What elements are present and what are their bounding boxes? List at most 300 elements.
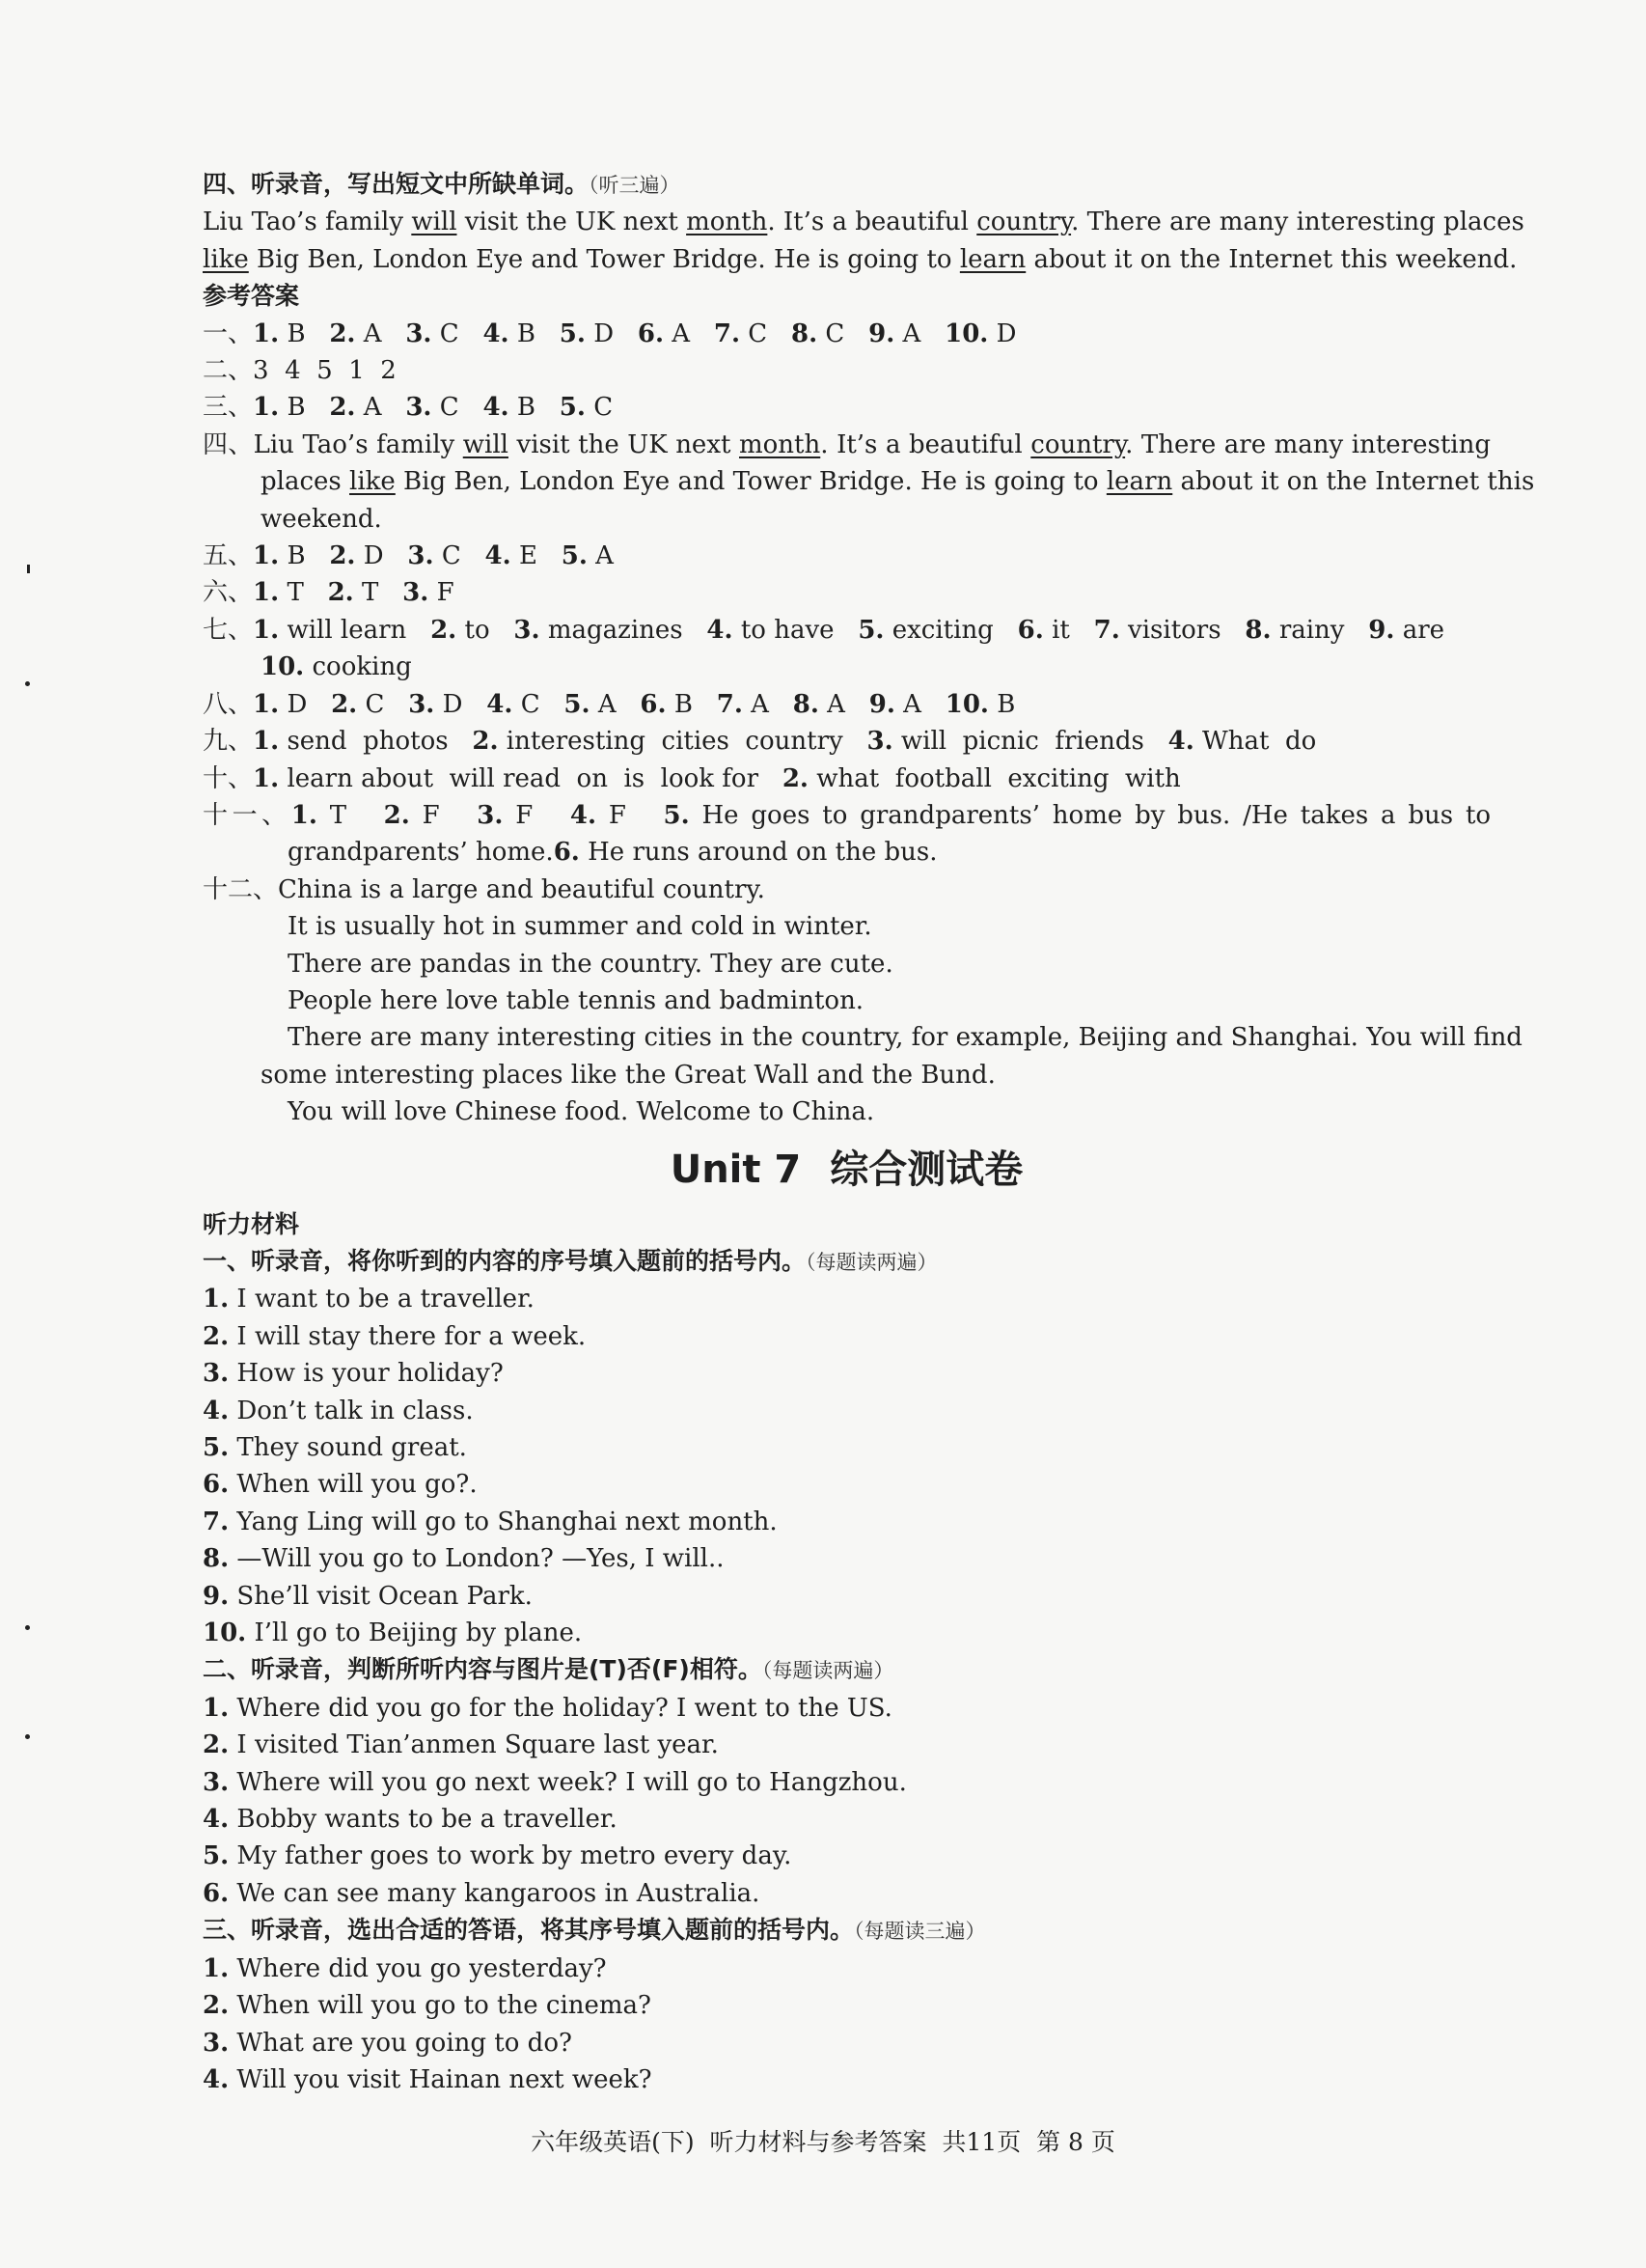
item-answer: A <box>597 689 617 719</box>
answer-continuation <box>203 501 1491 538</box>
item-answer: He goes to grandparents’ home by bus. /He takes a bus to <box>701 800 1492 830</box>
answer-items <box>253 764 1181 793</box>
item-number: 3. <box>866 727 893 757</box>
question-text: Don’t talk in class. <box>236 1396 474 1425</box>
answer-items <box>253 690 1015 719</box>
answer-row <box>203 871 1491 908</box>
answer-item <box>793 690 869 719</box>
item-answer: exciting <box>892 615 994 645</box>
item-number: 7. <box>1093 615 1120 645</box>
item-number: 3. <box>407 541 434 571</box>
heading-text: 三、听录音，选出合适的答语，将其序号填入题前的括号内。 <box>203 1916 855 1945</box>
item-number: 7. <box>716 689 743 719</box>
question-text: Bobby wants to be a traveller. <box>236 1805 617 1835</box>
answer-item <box>329 541 407 570</box>
answer-item <box>554 838 938 867</box>
answer-item <box>331 690 408 719</box>
answer-row <box>203 316 1491 352</box>
item-answer: B <box>673 689 693 719</box>
item-number: 1. <box>253 393 280 423</box>
item-number: 3. <box>513 615 540 645</box>
answer-label: 七、 <box>203 615 254 645</box>
answer-continuation <box>203 834 1491 871</box>
item-number: 2. <box>329 393 356 423</box>
answer-item <box>407 541 484 570</box>
answer-item <box>706 616 858 645</box>
text: visit the UK next <box>508 429 739 459</box>
answer-item <box>485 541 562 570</box>
item-number: 4. <box>486 689 513 719</box>
item-number: 4. <box>484 541 511 571</box>
heading-text: 四、听录音，写出短文中所缺单词。 <box>203 170 590 198</box>
section-heading <box>203 166 1491 204</box>
answer-item <box>791 319 868 348</box>
heading-note: （每题读两遍） <box>806 1250 938 1274</box>
item-answer: A <box>672 318 691 348</box>
item-number: 5. <box>559 393 586 423</box>
answer-item <box>1245 616 1368 645</box>
answer-item <box>253 764 782 793</box>
answer-row <box>203 612 1491 649</box>
question-text: My father goes to work by metro every day. <box>236 1841 792 1871</box>
question-number: 1. <box>203 1693 230 1723</box>
text: visit the UK next <box>456 207 687 237</box>
answer-label: 十二、 <box>203 874 279 904</box>
margin-mark <box>25 1734 30 1739</box>
item-answer: will learn <box>287 615 407 645</box>
question-item <box>203 1875 1491 1912</box>
text: . It’s a beautiful <box>767 207 977 237</box>
item-answer: B <box>997 689 1016 719</box>
section-heading <box>203 1912 1491 1950</box>
item-answer: What do <box>1202 727 1317 757</box>
essay-line <box>203 1093 1491 1130</box>
answer-label: 十、 <box>203 763 254 793</box>
text: You will love Chinese food. Welcome to China. <box>288 1097 875 1127</box>
item-answer: will picnic friends <box>900 727 1144 757</box>
item-answer: C <box>439 393 459 423</box>
item-number: 2. <box>472 727 499 757</box>
question-text: When will you go to the cinema? <box>236 1991 651 2021</box>
answer-item <box>477 801 570 830</box>
item-number: 10. <box>945 689 989 719</box>
question-number: 8. <box>203 1544 230 1574</box>
question-number: 6. <box>203 1878 230 1908</box>
question-item <box>203 2061 1491 2098</box>
question-item <box>203 1504 1491 1540</box>
question-text: What are you going to do? <box>236 2028 572 2058</box>
answer-item <box>482 393 559 422</box>
item-answer: A <box>903 689 921 719</box>
item-answer: D <box>287 689 308 719</box>
item-number: 2. <box>782 763 809 793</box>
answer-items <box>253 616 1444 645</box>
item-answer: B <box>516 318 535 348</box>
text: about it on the Internet this <box>1172 467 1535 497</box>
item-answer: magazines <box>547 615 683 645</box>
answer-item <box>1168 727 1317 756</box>
answer-item <box>402 578 453 607</box>
answer-item <box>253 727 472 756</box>
answer-row <box>203 389 1491 426</box>
item-answer: F <box>608 800 626 830</box>
question-item <box>203 1578 1491 1615</box>
section-heading <box>203 1243 1491 1281</box>
answer-item <box>1094 616 1246 645</box>
answer-item <box>640 690 716 719</box>
answer-item <box>869 690 946 719</box>
answer-label: 六、 <box>203 578 254 608</box>
item-number: 4. <box>482 318 509 348</box>
item-answer: F <box>436 578 454 608</box>
answer-continuation <box>203 649 1491 685</box>
item-answer: C <box>365 689 385 719</box>
unit-title-en: Unit 7 <box>670 1147 802 1192</box>
margin-mark <box>27 565 30 573</box>
item-answer: it <box>1052 615 1070 645</box>
item-answer: C <box>520 689 540 719</box>
item-number: 2. <box>329 541 356 571</box>
item-answer: E <box>518 541 537 571</box>
answer-item <box>1018 616 1094 645</box>
answer-item <box>714 319 791 348</box>
item-number: 4. <box>1167 727 1194 757</box>
answer-item <box>858 616 1017 645</box>
question-number: 2. <box>203 1991 230 2021</box>
passage-line <box>203 204 1524 240</box>
item-answer: A <box>751 689 769 719</box>
question-number: 4. <box>203 2064 230 2094</box>
heading-note: （听三遍） <box>589 174 680 197</box>
question-text: How is your holiday? <box>236 1359 504 1389</box>
item-answer: C <box>593 393 614 423</box>
item-answer: A <box>363 393 382 423</box>
item-number: 6. <box>637 318 665 348</box>
answer-item <box>408 690 486 719</box>
answer-items <box>253 578 454 607</box>
question-item <box>203 2025 1491 2061</box>
item-answer: B <box>287 393 306 423</box>
item-answer: rainy <box>1278 615 1345 645</box>
item-answer: A <box>363 318 382 348</box>
question-item <box>203 1764 1491 1801</box>
question-number: 5. <box>203 1433 230 1462</box>
blank-word: learn <box>959 244 1027 274</box>
question-number: 2. <box>203 1730 230 1760</box>
question-number: 9. <box>203 1581 230 1611</box>
question-item <box>203 1727 1491 1763</box>
document-page <box>203 166 1535 2098</box>
question-number: 7. <box>203 1507 230 1536</box>
blank-word: month <box>686 207 768 237</box>
answer-item <box>291 801 384 830</box>
item-answer: are <box>1402 615 1445 645</box>
item-number: 5. <box>663 800 690 830</box>
item-number: 5. <box>563 689 590 719</box>
item-answer: He runs around on the bus. <box>588 838 938 868</box>
item-number: 2. <box>327 578 354 608</box>
text: . It’s a beautiful <box>820 429 1031 459</box>
item-number: 9. <box>868 318 895 348</box>
question-item <box>203 1950 1491 1987</box>
question-text: I’ll go to Beijing by plane. <box>254 1618 583 1648</box>
text: some interesting places like the Great Wall and the Bund. <box>261 1060 996 1090</box>
text: Big Ben, London Eye and Tower Bridge. He is going to <box>395 467 1107 497</box>
answer-item <box>570 801 664 830</box>
question-text: Where did you go yesterday? <box>236 1953 607 1983</box>
item-answer: interesting cities country <box>506 727 843 757</box>
item-answer: D <box>996 318 1017 348</box>
text: China is a large and beautiful country. <box>278 874 765 904</box>
answer-item <box>560 393 613 422</box>
answer-item <box>560 319 638 348</box>
item-number: 6. <box>1017 615 1044 645</box>
item-number: 5. <box>858 615 885 645</box>
passage-line <box>203 241 1518 278</box>
essay-line <box>203 946 1491 982</box>
item-answer: C <box>748 318 768 348</box>
answer-row <box>203 538 1491 574</box>
heading-note: （每题读三遍） <box>854 1920 986 1944</box>
answer-items <box>253 393 613 422</box>
section-heading <box>203 1651 1491 1689</box>
item-answer: T <box>362 578 379 608</box>
question-item <box>203 1318 1491 1355</box>
heading-note: （每题读两遍） <box>761 1659 894 1683</box>
answer-items <box>253 319 1016 348</box>
item-number: 1. <box>290 800 317 830</box>
answer-text: 3 4 5 1 2 <box>253 356 397 386</box>
item-answer: C <box>441 541 461 571</box>
item-answer: A <box>902 318 921 348</box>
text: . There are many interesting places <box>1071 207 1524 237</box>
item-answer: T <box>287 578 304 608</box>
item-answer: cooking <box>312 652 412 682</box>
answer-item <box>717 690 793 719</box>
question-list <box>203 1281 1491 1651</box>
question-number: 3. <box>203 1767 230 1797</box>
item-number: 4. <box>482 393 509 423</box>
materials-heading: 听力材料 <box>203 1209 300 1238</box>
question-item <box>203 1540 1491 1577</box>
answer-item <box>253 319 329 348</box>
answer-row <box>203 761 1491 797</box>
answer-items <box>253 727 1316 756</box>
question-number: 6. <box>203 1470 230 1500</box>
answer-item <box>1368 616 1444 645</box>
answer-item <box>562 541 614 570</box>
answer-row <box>203 427 1491 463</box>
question-item <box>203 1690 1491 1727</box>
question-text: They sound great. <box>236 1433 467 1462</box>
answer-item <box>253 616 430 645</box>
margin-mark <box>25 681 30 686</box>
item-answer: B <box>287 541 306 571</box>
item-number: 5. <box>561 541 588 571</box>
answer-item <box>253 393 329 422</box>
item-number: 3. <box>477 800 504 830</box>
question-number: 1. <box>203 1285 230 1314</box>
question-item <box>203 1801 1491 1838</box>
item-number: 10. <box>945 318 989 348</box>
item-number: 1. <box>253 318 280 348</box>
question-number: 2. <box>203 1321 230 1351</box>
answer-item <box>405 319 482 348</box>
question-list <box>203 1950 1491 2099</box>
answer-item <box>261 652 412 681</box>
answer-continuation <box>203 463 1535 500</box>
answer-row <box>203 686 1491 723</box>
item-number: 8. <box>791 318 818 348</box>
text: Liu Tao’s family <box>253 429 463 459</box>
item-answer: A <box>827 689 845 719</box>
item-number: 9. <box>868 689 895 719</box>
item-number: 3. <box>408 689 435 719</box>
question-number: 10. <box>203 1618 247 1648</box>
text: It is usually hot in summer and cold in winter. <box>288 912 872 942</box>
answer-item <box>253 578 328 607</box>
question-number: 3. <box>203 2028 230 2058</box>
question-text: I want to be a traveller. <box>236 1285 535 1314</box>
question-item <box>203 1429 1491 1466</box>
answer-item <box>328 578 403 607</box>
text: People here love table tennis and badminton. <box>288 985 864 1015</box>
question-text: I will stay there for a week. <box>236 1321 587 1351</box>
answer-item <box>405 393 482 422</box>
answer-items <box>261 652 412 681</box>
blank-word: learn <box>1106 467 1173 497</box>
text: . There are many interesting <box>1125 429 1491 459</box>
item-number: 1. <box>253 763 280 793</box>
item-answer: C <box>439 318 459 348</box>
item-number: 1. <box>253 727 280 757</box>
blank-word: will <box>462 429 508 459</box>
essay-line <box>203 1019 1523 1056</box>
question-text: Where did you go for the holiday? I went to the US. <box>236 1693 892 1723</box>
question-text: Where will you go next week? I will go to Hangzhou. <box>236 1767 907 1797</box>
item-number: 3. <box>405 393 432 423</box>
blank-word: like <box>349 467 396 497</box>
answer-item <box>253 541 329 570</box>
answer-label: 三、 <box>203 393 254 423</box>
question-text: When will you go?. <box>236 1470 478 1500</box>
item-answer: B <box>287 318 306 348</box>
item-number: 1. <box>253 578 280 608</box>
question-number: 4. <box>203 1805 230 1835</box>
item-number: 5. <box>559 318 586 348</box>
answer-item <box>638 319 714 348</box>
text: about it on the Internet this weekend. <box>1026 244 1518 274</box>
essay-line <box>203 908 1491 945</box>
answer-row <box>203 352 1491 389</box>
margin-mark <box>25 1625 30 1630</box>
text: Liu Tao’s family <box>203 207 412 237</box>
answer-label: 四、 <box>203 429 254 459</box>
question-item <box>203 1393 1491 1429</box>
item-number: 8. <box>1245 615 1272 645</box>
answer-item <box>945 319 1016 348</box>
page-footer: 六年级英语(下) 听力材料与参考答案 共11页 第 8 页 <box>531 2128 1115 2156</box>
text: There are many interesting cities in the country, for example, Beijing and Shanghai. You will find <box>288 1023 1523 1053</box>
item-number: 4. <box>569 800 597 830</box>
question-number: 5. <box>203 1841 230 1871</box>
question-number: 4. <box>203 1396 230 1425</box>
answer-item <box>867 727 1168 756</box>
answer-item <box>430 616 513 645</box>
text: weekend. <box>261 504 382 534</box>
item-answer: to have <box>740 615 835 645</box>
answer-row <box>203 574 1491 611</box>
question-item <box>203 1838 1491 1874</box>
answer-items <box>554 838 938 867</box>
question-item <box>203 1987 1491 2024</box>
answer-item <box>253 690 331 719</box>
question-text: We can see many kangaroos in Australia. <box>236 1878 760 1908</box>
question-text: —Will you go to London? —Yes, I will.. <box>236 1544 725 1574</box>
answer-row <box>203 723 1491 760</box>
blank-word: like <box>203 244 249 274</box>
answer-item <box>472 727 866 756</box>
answers-heading: 参考答案 <box>203 282 300 311</box>
item-number: 6. <box>553 838 580 868</box>
item-answer: learn about will read on is look for <box>287 763 759 793</box>
answer-label: 二、 <box>203 356 254 386</box>
answer-label: 五、 <box>203 541 254 571</box>
answer-row <box>203 797 1491 834</box>
blank-word: country <box>1030 429 1126 459</box>
item-number: 2. <box>329 318 356 348</box>
item-number: 6. <box>640 689 667 719</box>
item-number: 2. <box>331 689 358 719</box>
text: grandparents’ home. <box>288 838 554 868</box>
item-answer: C <box>825 318 845 348</box>
answer-items <box>253 541 614 570</box>
text: There are pandas in the country. They are cute. <box>288 949 893 979</box>
item-answer: what football exciting with <box>816 763 1181 793</box>
question-text: She’ll visit Ocean Park. <box>236 1581 533 1611</box>
item-number: 1. <box>253 689 280 719</box>
answer-item <box>513 616 706 645</box>
question-number: 3. <box>203 1359 230 1389</box>
item-number: 10. <box>261 652 305 682</box>
question-item <box>203 1355 1491 1392</box>
item-number: 8. <box>792 689 819 719</box>
question-number: 1. <box>203 1953 230 1983</box>
item-number: 1. <box>253 541 280 571</box>
item-answer: D <box>363 541 384 571</box>
blank-word: country <box>976 207 1072 237</box>
question-text: Will you visit Hainan next week? <box>236 2064 652 2094</box>
item-number: 3. <box>405 318 432 348</box>
item-answer: to <box>464 615 490 645</box>
item-answer: D <box>593 318 615 348</box>
question-text: I visited Tian’anmen Square last year. <box>236 1730 719 1760</box>
answer-item <box>482 319 559 348</box>
item-answer: visitors <box>1128 615 1221 645</box>
answer-item <box>663 801 1491 830</box>
item-answer: send photos <box>287 727 449 757</box>
item-number: 2. <box>383 800 410 830</box>
item-number: 2. <box>430 615 457 645</box>
answer-item <box>946 690 1016 719</box>
answer-item <box>384 801 478 830</box>
item-number: 9. <box>1368 615 1395 645</box>
answer-item <box>782 764 1181 793</box>
answer-item <box>563 690 640 719</box>
item-number: 7. <box>713 318 741 348</box>
answer-item <box>329 319 405 348</box>
question-item <box>203 1615 1491 1651</box>
